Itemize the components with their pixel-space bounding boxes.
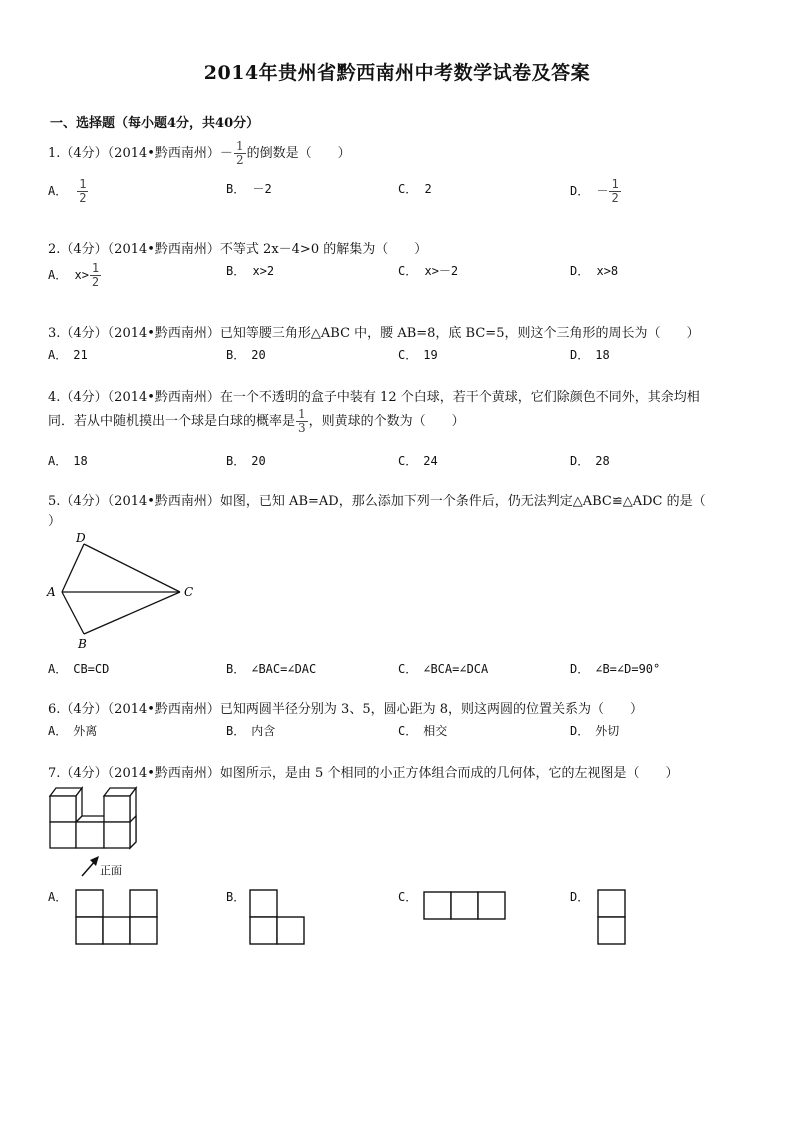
cube-solid-figure — [46, 786, 156, 882]
q6-option-b[interactable]: B． 内含 — [226, 724, 276, 738]
q2-option-c[interactable]: C． x>－2 — [398, 264, 459, 278]
q6-option-a[interactable]: A． 外离 — [48, 724, 98, 738]
q1-prefix: 1.（4分）（2014•黔西南州）－ — [48, 146, 233, 161]
q5-option-d[interactable]: D． ∠B=∠D=90° — [570, 662, 661, 676]
q7-option-a-figure[interactable] — [74, 888, 160, 946]
label-a: A — [47, 585, 56, 599]
edge-bc — [84, 592, 180, 634]
section-heading: 一、选择题（每小题4分，共40分） — [50, 116, 260, 131]
q1-option-b[interactable]: B． －2 — [226, 182, 272, 196]
question-2: 2.（4分）（2014•黔西南州）不等式 2x－4>0 的解集为（ ） — [48, 242, 428, 257]
question-5-line1: 5.（4分）（2014•黔西南州）如图，已知 AB=AD，那么添加下列一个条件后，仍无法判定△ABC≌△ADC 的是（ — [48, 494, 706, 509]
question-6: 6.（4分）（2014•黔西南州）已知两圆半径分别为 3、5，圆心距为 8，则这两圆的位置关系为（ ） — [48, 702, 644, 717]
q7-option-d-label[interactable]: D． — [570, 890, 590, 904]
question-3: 3.（4分）（2014•黔西南州）已知等腰三角形△ABC 中，腰 AB=8，底 BC=5，则这个三角形的周长为（ ） — [48, 326, 700, 341]
question-1 — [48, 140, 351, 167]
q6-option-d[interactable]: D． 外切 — [570, 724, 620, 738]
page-title: 2014年贵州省黔西南州中考数学试卷及答案 — [203, 62, 591, 84]
q2-option-a[interactable]: A． x> $\frac{1}{2}$ — [48, 261, 100, 289]
q7-option-a-label[interactable]: A． — [48, 890, 68, 904]
q2-option-d[interactable]: D． x>8 — [570, 264, 619, 278]
edge-ad — [62, 544, 84, 592]
q5-option-b[interactable]: B． ∠BAC=∠DAC — [226, 662, 317, 676]
q4-option-c[interactable]: C． 24 — [398, 454, 438, 468]
q4-option-a[interactable]: A． 18 — [48, 454, 88, 468]
q7-option-c-label[interactable]: C． — [398, 890, 418, 904]
q3-option-b[interactable]: B． 20 — [226, 348, 266, 362]
label-d: D — [76, 531, 86, 545]
q3-option-c[interactable]: C． 19 — [398, 348, 438, 362]
q2-option-b[interactable]: B． x>2 — [226, 264, 275, 278]
q3-option-d[interactable]: D． 18 — [570, 348, 610, 362]
q7-option-c-figure[interactable] — [422, 890, 508, 922]
edge-dc — [84, 544, 180, 592]
q4-option-b[interactable]: B． 20 — [226, 454, 266, 468]
q7-option-d-figure[interactable] — [596, 888, 628, 946]
q1-option-d[interactable]: D． － $\frac{1}{2}$ — [570, 177, 619, 205]
q4-option-d[interactable]: D． 28 — [570, 454, 610, 468]
question-7: 7.（4分）（2014•黔西南州）如图所示，是由 5 个相同的小正方体组合而成的几何体，它的左视图是（ ） — [48, 766, 679, 781]
q3-option-a[interactable]: A． 21 — [48, 348, 88, 362]
edge-ab — [62, 592, 84, 634]
quadrilateral-figure — [44, 530, 214, 654]
label-c: C — [184, 585, 194, 599]
front-label: 正面 — [100, 864, 122, 877]
q1-option-a[interactable]: A． $\frac{1}{2}$ — [48, 177, 87, 205]
question-5-line2: ） — [48, 514, 62, 529]
q7-option-b-figure[interactable] — [248, 888, 308, 946]
question-4-line2: 同．若从中随机摸出一个球是白球的概率是 $\frac{1}{3}$ ，则黄球的个数为（ ） — [48, 407, 465, 435]
q7-option-b-label[interactable]: B． — [226, 890, 246, 904]
q5-option-a[interactable]: A． CB=CD — [48, 662, 110, 676]
question-4-line1: 4.（4分）（2014•黔西南州）在一个不透明的盒子中装有 12 个白球，若干个黄球，它们除颜色不同外，其余均相 — [48, 390, 700, 405]
label-b: B — [78, 637, 87, 651]
q1-suffix: 的倒数是（ ） — [246, 146, 351, 161]
q6-option-c[interactable]: C． 相交 — [398, 724, 448, 738]
q1-fraction: $\frac{1}{2}$ — [235, 139, 244, 167]
q5-option-c[interactable]: C． ∠BCA=∠DCA — [398, 662, 489, 676]
q1-option-c[interactable]: C． 2 — [398, 182, 432, 196]
